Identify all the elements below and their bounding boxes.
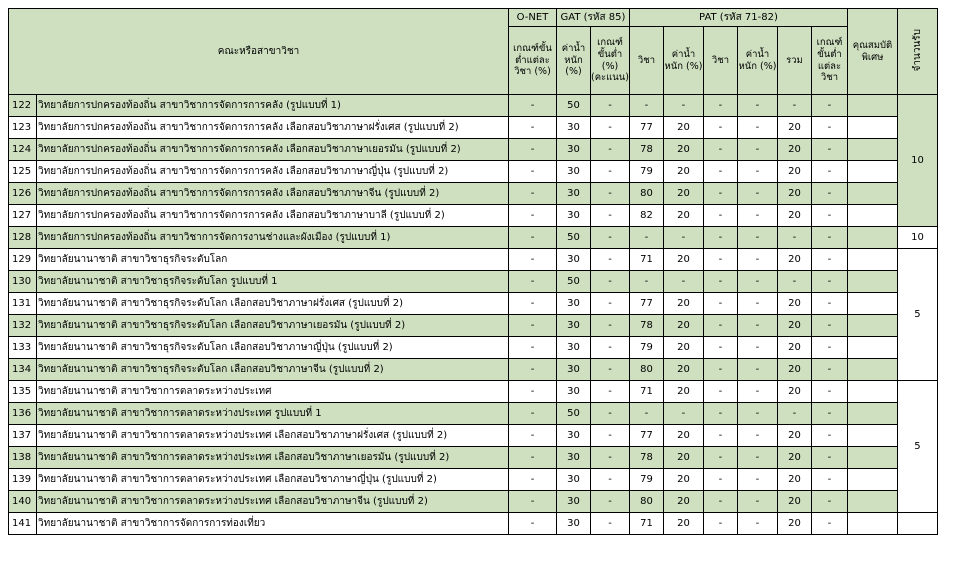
qualification-cell <box>847 315 897 337</box>
program-name: วิทยาลัยนานาชาติ สาขาวิชาการตลาดระหว่างประเทศ เลือกสอบวิชาภาษาฝรั่งเศส (รูปแบบที่ 2) <box>37 425 509 447</box>
program-name: วิทยาลัยการปกครองท้องถิ่น สาขาวิชาการจัดการการคลัง (รูปแบบที่ 1) <box>37 95 509 117</box>
gat-weight-cell: 30 <box>557 117 591 139</box>
pat-min-cell: - <box>811 403 847 425</box>
onet-min-cell: - <box>509 117 557 139</box>
pat-subject1-cell: 80 <box>629 491 663 513</box>
onet-min-cell: - <box>509 337 557 359</box>
gat-weight-cell: 30 <box>557 161 591 183</box>
pat-subject1-cell: 77 <box>629 117 663 139</box>
gat-weight-cell: 30 <box>557 183 591 205</box>
pat-min-cell: - <box>811 425 847 447</box>
row-number: 128 <box>9 227 37 249</box>
gat-min-cell: - <box>591 249 630 271</box>
row-number: 130 <box>9 271 37 293</box>
gat-weight-cell: 50 <box>557 95 591 117</box>
gat-weight-cell: 30 <box>557 249 591 271</box>
qualification-cell <box>847 469 897 491</box>
pat-weight1-cell: 20 <box>663 469 703 491</box>
pat-min-cell: - <box>811 381 847 403</box>
pat-subject2-cell: - <box>703 381 737 403</box>
onet-min-cell: - <box>509 491 557 513</box>
table-row[interactable] <box>9 139 938 161</box>
table-row[interactable] <box>9 95 938 117</box>
program-name: วิทยาลัยนานาชาติ สาขาวิชาการตลาดระหว่างประเทศ เลือกสอบวิชาภาษาเยอรมัน (รูปแบบที่ 2) <box>37 447 509 469</box>
table-row[interactable] <box>9 205 938 227</box>
pat-subject1-cell: 79 <box>629 469 663 491</box>
gat-min-cell: - <box>591 337 630 359</box>
onet-min-header: เกณฑ์ขั้นต่ำแต่ละวิชา (%) <box>509 27 557 95</box>
pat-subject1-cell: 80 <box>629 183 663 205</box>
qualification-cell <box>847 337 897 359</box>
pat-total-cell: - <box>777 271 811 293</box>
program-name: วิทยาลัยนานาชาติ สาขาวิชาการจัดการการท่องเที่ยว <box>37 513 509 535</box>
pat-weight2-cell: - <box>737 359 777 381</box>
row-number: 122 <box>9 95 37 117</box>
qualification-header: คุณสมบัติพิเศษ <box>847 9 897 95</box>
pat-weight1-cell: 20 <box>663 139 703 161</box>
row-number: 133 <box>9 337 37 359</box>
onet-min-cell: - <box>509 315 557 337</box>
table-row[interactable] <box>9 469 938 491</box>
pat-subject1-cell: 71 <box>629 249 663 271</box>
pat-weight2-cell: - <box>737 183 777 205</box>
pat-subject1-cell: - <box>629 271 663 293</box>
pat-subject2-cell: - <box>703 293 737 315</box>
table-row[interactable] <box>9 271 938 293</box>
pat-subject2-cell: - <box>703 117 737 139</box>
pat-min-cell: - <box>811 337 847 359</box>
pat-subject2-cell: - <box>703 271 737 293</box>
onet-min-cell: - <box>509 161 557 183</box>
pat-subject1-header: วิชา <box>629 27 663 95</box>
pat-total-cell: 20 <box>777 491 811 513</box>
pat-total-cell: 20 <box>777 315 811 337</box>
row-number: 141 <box>9 513 37 535</box>
pat-weight2-cell: - <box>737 205 777 227</box>
program-name: วิทยาลัยนานาชาติ สาขาวิชาการตลาดระหว่างประเทศ รูปแบบที่ 1 <box>37 403 509 425</box>
pat-subject1-cell: 79 <box>629 161 663 183</box>
pat-total-cell: 20 <box>777 117 811 139</box>
pat-weight1-cell: 20 <box>663 337 703 359</box>
gat-weight-cell: 30 <box>557 293 591 315</box>
gat-weight-cell: 30 <box>557 205 591 227</box>
pat-subject1-cell: 71 <box>629 513 663 535</box>
qualification-cell <box>847 117 897 139</box>
pat-weight2-cell: - <box>737 249 777 271</box>
gat-min-cell: - <box>591 381 630 403</box>
pat-subject2-header: วิชา <box>703 27 737 95</box>
pat-min-cell: - <box>811 139 847 161</box>
pat-total-cell: 20 <box>777 139 811 161</box>
qualification-cell <box>847 293 897 315</box>
pat-weight2-cell: - <box>737 513 777 535</box>
onet-min-cell: - <box>509 469 557 491</box>
program-name: วิทยาลัยการปกครองท้องถิ่น สาขาวิชาการจัดการงานช่างและผังเมือง (รูปแบบที่ 1) <box>37 227 509 249</box>
row-number: 136 <box>9 403 37 425</box>
gat-weight-header: ค่าน้ำหนัก (%) <box>557 27 591 95</box>
pat-subject2-cell: - <box>703 359 737 381</box>
qualification-cell <box>847 183 897 205</box>
pat-subject1-cell: - <box>629 95 663 117</box>
gat-weight-cell: 30 <box>557 491 591 513</box>
program-name: วิทยาลัยนานาชาติ สาขาวิชาการตลาดระหว่างประเทศ เลือกสอบวิชาภาษาญี่ปุ่น (รูปแบบที่ 2) <box>37 469 509 491</box>
row-number: 131 <box>9 293 37 315</box>
capacity-cell <box>897 513 937 535</box>
pat-weight1-cell: 20 <box>663 447 703 469</box>
gat-header: GAT (รหัส 85) <box>557 9 630 27</box>
onet-min-cell: - <box>509 425 557 447</box>
capacity-cell: 10 <box>897 95 937 227</box>
pat-min-cell: - <box>811 491 847 513</box>
table-row[interactable] <box>9 249 938 271</box>
table-row[interactable] <box>9 425 938 447</box>
gat-weight-cell: 30 <box>557 139 591 161</box>
pat-total-cell: 20 <box>777 337 811 359</box>
pat-min-cell: - <box>811 161 847 183</box>
row-number: 129 <box>9 249 37 271</box>
pat-weight2-cell: - <box>737 227 777 249</box>
qualification-cell <box>847 447 897 469</box>
pat-subject1-cell: - <box>629 403 663 425</box>
qualification-cell <box>847 513 897 535</box>
table-row[interactable] <box>9 337 938 359</box>
pat-subject1-cell: 71 <box>629 381 663 403</box>
qualification-cell <box>847 227 897 249</box>
gat-weight-cell: 30 <box>557 381 591 403</box>
program-name: วิทยาลัยการปกครองท้องถิ่น สาขาวิชาการจัดการการคลัง เลือกสอบวิชาภาษาบาลี (รูปแบบที่ 2) <box>37 205 509 227</box>
pat-subject1-cell: 80 <box>629 359 663 381</box>
table-row[interactable] <box>9 227 938 249</box>
gat-min-header: เกณฑ์ขั้นต่ำ (%) (คะแนน) <box>591 27 630 95</box>
pat-min-cell: - <box>811 205 847 227</box>
gat-min-cell: - <box>591 139 630 161</box>
pat-subject2-cell: - <box>703 205 737 227</box>
gat-min-cell: - <box>591 513 630 535</box>
row-number: 127 <box>9 205 37 227</box>
row-number: 138 <box>9 447 37 469</box>
program-name: วิทยาลัยนานาชาติ สาขาวิชาธุรกิจระดับโลก <box>37 249 509 271</box>
pat-weight2-cell: - <box>737 381 777 403</box>
pat-min-cell: - <box>811 183 847 205</box>
faculty-header: คณะหรือสาขาวิชา <box>9 9 509 95</box>
capacity-cell: 10 <box>897 227 937 249</box>
qualification-cell <box>847 205 897 227</box>
onet-min-cell: - <box>509 95 557 117</box>
gat-min-cell: - <box>591 315 630 337</box>
qualification-cell <box>847 425 897 447</box>
onet-min-cell: - <box>509 139 557 161</box>
pat-weight1-cell: 20 <box>663 425 703 447</box>
gat-min-cell: - <box>591 491 630 513</box>
pat-weight1-cell: - <box>663 403 703 425</box>
gat-weight-cell: 30 <box>557 315 591 337</box>
pat-weight2-cell: - <box>737 139 777 161</box>
table-row[interactable] <box>9 315 938 337</box>
pat-min-cell: - <box>811 227 847 249</box>
onet-min-cell: - <box>509 403 557 425</box>
onet-min-cell: - <box>509 381 557 403</box>
pat-weight2-cell: - <box>737 161 777 183</box>
qualification-cell <box>847 139 897 161</box>
gat-weight-cell: 30 <box>557 447 591 469</box>
qualification-cell <box>847 249 897 271</box>
gat-weight-cell: 50 <box>557 271 591 293</box>
pat-weight2-cell: - <box>737 403 777 425</box>
pat-header: PAT (รหัส 71-82) <box>629 9 847 27</box>
pat-min-cell: - <box>811 359 847 381</box>
table-row[interactable] <box>9 381 938 403</box>
onet-min-cell: - <box>509 205 557 227</box>
pat-weight1-cell: 20 <box>663 359 703 381</box>
gat-min-cell: - <box>591 425 630 447</box>
pat-weight2-cell: - <box>737 117 777 139</box>
pat-weight1-cell: 20 <box>663 249 703 271</box>
pat-total-cell: - <box>777 95 811 117</box>
pat-subject1-cell: 79 <box>629 337 663 359</box>
onet-min-cell: - <box>509 227 557 249</box>
gat-weight-cell: 30 <box>557 425 591 447</box>
pat-min-cell: - <box>811 117 847 139</box>
qualification-cell <box>847 381 897 403</box>
table-row[interactable] <box>9 513 938 535</box>
program-name: วิทยาลัยนานาชาติ สาขาวิชาธุรกิจระดับโลก เลือกสอบวิชาภาษาญี่ปุ่น (รูปแบบที่ 2) <box>37 337 509 359</box>
pat-min-cell: - <box>811 95 847 117</box>
pat-subject2-cell: - <box>703 403 737 425</box>
program-name: วิทยาลัยนานาชาติ สาขาวิชาการตลาดระหว่างประเทศ เลือกสอบวิชาภาษาจีน (รูปแบบที่ 2) <box>37 491 509 513</box>
table-row[interactable] <box>9 403 938 425</box>
program-name: วิทยาลัยการปกครองท้องถิ่น สาขาวิชาการจัดการการคลัง เลือกสอบวิชาภาษาฝรั่งเศส (รูปแบบที่ 2) <box>37 117 509 139</box>
pat-subject1-cell: 82 <box>629 205 663 227</box>
qualification-cell <box>847 359 897 381</box>
pat-total-cell: - <box>777 227 811 249</box>
pat-total-cell: 20 <box>777 469 811 491</box>
table-row[interactable] <box>9 491 938 513</box>
pat-subject2-cell: - <box>703 337 737 359</box>
pat-subject2-cell: - <box>703 161 737 183</box>
gat-min-cell: - <box>591 205 630 227</box>
gat-min-cell: - <box>591 293 630 315</box>
row-number: 137 <box>9 425 37 447</box>
gat-min-cell: - <box>591 161 630 183</box>
table-row[interactable] <box>9 117 938 139</box>
pat-subject2-cell: - <box>703 425 737 447</box>
pat-weight2-cell: - <box>737 491 777 513</box>
row-number: 123 <box>9 117 37 139</box>
qualification-cell <box>847 95 897 117</box>
pat-weight2-cell: - <box>737 315 777 337</box>
gat-weight-cell: 30 <box>557 337 591 359</box>
pat-subject2-cell: - <box>703 95 737 117</box>
pat-total-cell: - <box>777 403 811 425</box>
pat-weight2-header: ค่าน้ำหนัก (%) <box>737 27 777 95</box>
table-row[interactable] <box>9 447 938 469</box>
pat-subject2-cell: - <box>703 447 737 469</box>
program-name: วิทยาลัยนานาชาติ สาขาวิชาการตลาดระหว่างประเทศ <box>37 381 509 403</box>
row-number: 134 <box>9 359 37 381</box>
gat-min-cell: - <box>591 117 630 139</box>
pat-subject2-cell: - <box>703 491 737 513</box>
gat-min-cell: - <box>591 447 630 469</box>
pat-weight2-cell: - <box>737 95 777 117</box>
qualification-cell <box>847 491 897 513</box>
row-number: 132 <box>9 315 37 337</box>
row-number: 135 <box>9 381 37 403</box>
qualification-cell <box>847 271 897 293</box>
row-number: 126 <box>9 183 37 205</box>
pat-weight1-cell: 20 <box>663 205 703 227</box>
table-row[interactable] <box>9 293 938 315</box>
qualification-cell <box>847 161 897 183</box>
pat-total-cell: 20 <box>777 447 811 469</box>
onet-min-cell: - <box>509 183 557 205</box>
gat-min-cell: - <box>591 359 630 381</box>
pat-weight2-cell: - <box>737 447 777 469</box>
pat-min-cell: - <box>811 293 847 315</box>
pat-weight2-cell: - <box>737 469 777 491</box>
pat-total-cell: 20 <box>777 425 811 447</box>
gat-min-cell: - <box>591 271 630 293</box>
gat-weight-cell: 30 <box>557 469 591 491</box>
pat-weight1-cell: 20 <box>663 381 703 403</box>
pat-subject1-cell: 78 <box>629 139 663 161</box>
onet-min-cell: - <box>509 249 557 271</box>
onet-header: O-NET <box>509 9 557 27</box>
table-row[interactable] <box>9 161 938 183</box>
program-name: วิทยาลัยนานาชาติ สาขาวิชาธุรกิจระดับโลก รูปแบบที่ 1 <box>37 271 509 293</box>
pat-subject2-cell: - <box>703 315 737 337</box>
pat-min-cell: - <box>811 513 847 535</box>
pat-subject2-cell: - <box>703 227 737 249</box>
onet-min-cell: - <box>509 447 557 469</box>
pat-subject2-cell: - <box>703 183 737 205</box>
pat-total-cell: 20 <box>777 513 811 535</box>
onet-min-cell: - <box>509 359 557 381</box>
pat-weight1-cell: 20 <box>663 491 703 513</box>
pat-total-cell: 20 <box>777 183 811 205</box>
gat-weight-cell: 50 <box>557 403 591 425</box>
pat-weight2-cell: - <box>737 337 777 359</box>
pat-weight1-header: ค่าน้ำหนัก (%) <box>663 27 703 95</box>
onet-min-cell: - <box>509 271 557 293</box>
gat-min-cell: - <box>591 95 630 117</box>
gat-min-cell: - <box>591 227 630 249</box>
gat-weight-cell: 30 <box>557 359 591 381</box>
pat-subject1-cell: 77 <box>629 293 663 315</box>
row-number: 140 <box>9 491 37 513</box>
pat-total-cell: 20 <box>777 381 811 403</box>
program-name: วิทยาลัยการปกครองท้องถิ่น สาขาวิชาการจัดการการคลัง เลือกสอบวิชาภาษาจีน (รูปแบบที่ 2) <box>37 183 509 205</box>
pat-subject2-cell: - <box>703 513 737 535</box>
pat-subject1-cell: - <box>629 227 663 249</box>
pat-subject1-cell: 78 <box>629 447 663 469</box>
qualification-cell <box>847 403 897 425</box>
program-name: วิทยาลัยนานาชาติ สาขาวิชาธุรกิจระดับโลก เลือกสอบวิชาภาษาจีน (รูปแบบที่ 2) <box>37 359 509 381</box>
program-name: วิทยาลัยนานาชาติ สาขาวิชาธุรกิจระดับโลก เลือกสอบวิชาภาษาเยอรมัน (รูปแบบที่ 2) <box>37 315 509 337</box>
pat-weight2-cell: - <box>737 293 777 315</box>
pat-total-cell: 20 <box>777 161 811 183</box>
gat-min-cell: - <box>591 469 630 491</box>
pat-weight1-cell: - <box>663 95 703 117</box>
pat-weight2-cell: - <box>737 271 777 293</box>
pat-total-cell: 20 <box>777 359 811 381</box>
capacity-cell: 5 <box>897 381 937 513</box>
pat-subject2-cell: - <box>703 249 737 271</box>
pat-weight1-cell: 20 <box>663 315 703 337</box>
capacity-header: จำนวนรับ <box>897 9 937 95</box>
pat-total-cell: 20 <box>777 205 811 227</box>
pat-weight1-cell: 20 <box>663 161 703 183</box>
onet-min-cell: - <box>509 293 557 315</box>
pat-weight2-cell: - <box>737 425 777 447</box>
program-name: วิทยาลัยนานาชาติ สาขาวิชาธุรกิจระดับโลก เลือกสอบวิชาภาษาฝรั่งเศส (รูปแบบที่ 2) <box>37 293 509 315</box>
pat-min-cell: - <box>811 469 847 491</box>
row-number: 124 <box>9 139 37 161</box>
table-row[interactable] <box>9 183 938 205</box>
pat-subject2-cell: - <box>703 139 737 161</box>
pat-total-header: รวม <box>777 27 811 95</box>
gat-min-cell: - <box>591 403 630 425</box>
pat-weight1-cell: 20 <box>663 293 703 315</box>
pat-weight1-cell: 20 <box>663 513 703 535</box>
program-name: วิทยาลัยการปกครองท้องถิ่น สาขาวิชาการจัดการการคลัง เลือกสอบวิชาภาษาญี่ปุ่น (รูปแบบที่ 2) <box>37 161 509 183</box>
pat-subject1-cell: 77 <box>629 425 663 447</box>
row-number: 139 <box>9 469 37 491</box>
pat-subject2-cell: - <box>703 469 737 491</box>
pat-weight1-cell: - <box>663 271 703 293</box>
pat-min-cell: - <box>811 315 847 337</box>
gat-weight-cell: 50 <box>557 227 591 249</box>
pat-weight1-cell: 20 <box>663 117 703 139</box>
pat-total-cell: 20 <box>777 293 811 315</box>
table-row[interactable] <box>9 359 938 381</box>
capacity-cell: 5 <box>897 249 937 381</box>
pat-min-header: เกณฑ์ขั้นต่ำแต่ละวิชา <box>811 27 847 95</box>
admission-criteria-table <box>8 8 938 535</box>
pat-min-cell: - <box>811 271 847 293</box>
row-number: 125 <box>9 161 37 183</box>
pat-total-cell: 20 <box>777 249 811 271</box>
pat-min-cell: - <box>811 249 847 271</box>
pat-subject1-cell: 78 <box>629 315 663 337</box>
pat-weight1-cell: 20 <box>663 183 703 205</box>
program-name: วิทยาลัยการปกครองท้องถิ่น สาขาวิชาการจัดการการคลัง เลือกสอบวิชาภาษาเยอรมัน (รูปแบบที่ 2) <box>37 139 509 161</box>
gat-weight-cell: 30 <box>557 513 591 535</box>
gat-min-cell: - <box>591 183 630 205</box>
onet-min-cell: - <box>509 513 557 535</box>
pat-min-cell: - <box>811 447 847 469</box>
pat-weight1-cell: - <box>663 227 703 249</box>
